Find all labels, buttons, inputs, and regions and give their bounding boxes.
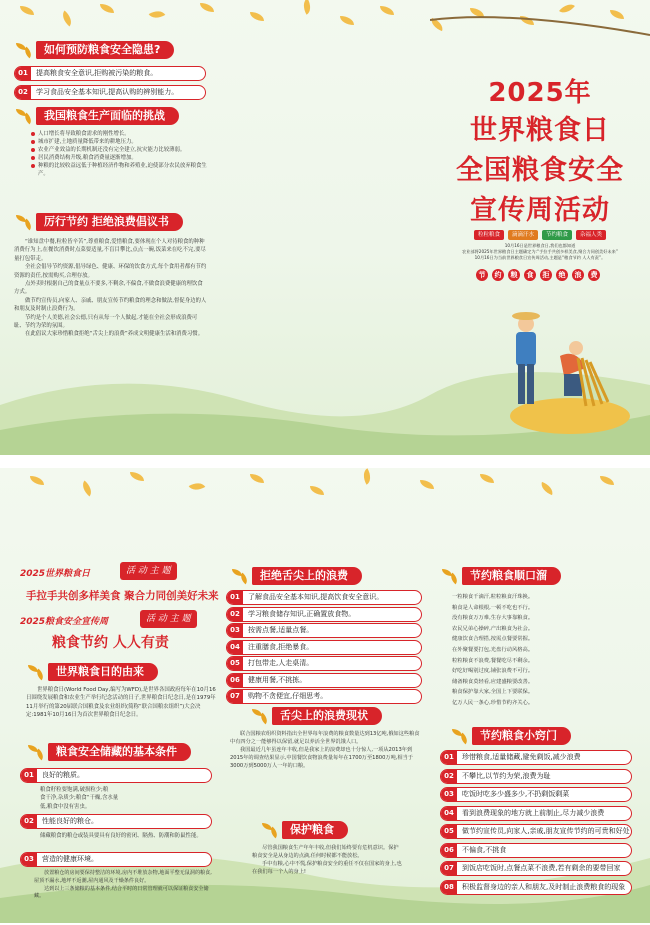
- cover-tag: 杂福人类: [576, 230, 606, 240]
- ginkgo-icon: [260, 820, 282, 840]
- list-item: 01 了解食品安全基本知识,提高饮食安全意识。: [226, 590, 422, 605]
- cover-title-line: 宣传周活动: [470, 195, 610, 226]
- section-title: 节约粮食小窍门: [472, 727, 571, 745]
- list-item: 种粮的比较收益远低于种植经济作物和养殖业,迫使部分农民放弃粮食生产。: [30, 162, 208, 178]
- section-title: 节约粮食顺口溜: [462, 567, 561, 585]
- list-item: 01 珍惜粮食,适量储藏,避免剩饭,减少浪费: [440, 750, 632, 765]
- cover-title-line: 全国粮食安全: [456, 155, 624, 186]
- list-item: 05 打包带走,人走桌清。: [226, 656, 422, 671]
- list-item: 01 提高粮食安全意识,拒购被污染的粮食。: [14, 66, 206, 81]
- section-origin-header: [26, 662, 158, 682]
- theme2-head: 2025粮食安全宣传周: [20, 617, 109, 627]
- section-protect-header: [260, 820, 348, 840]
- list-item: 02 学习食品安全基本知识,提高认购的辨别能力。: [14, 85, 206, 100]
- origin-text: 世界粮食日(World Food Day,编写为WFD),是世界各国政府每年在10月16日围绕发展粮食和农业生产举行纪念活动的日子,世界粮食日纪念日,是在1979年11月举行的第20届联合国粮食及农业组织(简称“联合国粮农组织”)大会决定:1981年10月16日为首次世界粮食日纪念日。: [26, 687, 216, 719]
- list-item: 03 营造的健康环境。: [20, 852, 212, 867]
- section-storage-header: [26, 742, 191, 762]
- list-item: 08 积极监督身边的亲人和朋友,及时制止浪费粮食的现象: [440, 880, 632, 895]
- ginkgo-icon: [26, 662, 48, 682]
- cover-title-year: 2025年: [488, 78, 592, 108]
- list-item: 居民消费结构升级,粮食消费量逐渐增加。: [30, 154, 208, 162]
- section-title: 保护粮食: [282, 821, 348, 839]
- theme1-head: 2025世界粮食日: [20, 569, 91, 579]
- storage-desc: 放置粮仓的房间要保持整洁的环境,房内不堆放杂物,地面平整无鼠洞的粮食,屋顶不漏水,地坪不返潮,屋内通风及干燥条件良好。 达到以上三条储粮的基本条件,结合平时的日常管理就可以保证粮食安全储藏。: [34, 870, 212, 900]
- cover-slogan: 节 约 粮 食 拒 绝 浪 费: [475, 268, 601, 282]
- section-poem-header: [440, 566, 561, 586]
- farmer-illustration: [490, 298, 630, 438]
- poem-text: 一粒粮食千滴汗,粒粒粮食汗珠换。 粮食是人命根根,一顿不吃也不行。 没有粮食万万难,生存大事靠粮食。 农民兄弟心操碎,产出粮食为社会。 健康饮食合理搭,按需点餐要常握。 在外聚餐要打包,光盘行动风格高。 粒粒粮食不浪费,餐餐吃尽不剩余。 好吃好喝别过度,铺张浪费不可行。 储备粮食莫轻看,应建盛粮要改善。 粮食保护靠大家,全国上下要联保。 亿万人民一条心,珍惜节约齐关心。: [452, 594, 534, 706]
- ginkgo-icon: [14, 106, 36, 126]
- section-proposal-header: [14, 212, 183, 232]
- list-item: 人口增长将导致粮食需求的刚性增长。: [30, 130, 208, 138]
- theme-tag: 活 动 主 题: [120, 562, 177, 580]
- ginkgo-icon: [440, 566, 462, 586]
- list-item: 02 不攀比,以节约为荣,浪费为耻: [440, 769, 632, 784]
- section-title: 如何预防粮食安全隐患?: [36, 41, 174, 59]
- section-title: 厉行节约 拒绝浪费倡议书: [36, 213, 183, 231]
- section-title: 我国粮食生产面临的挑战: [36, 107, 179, 125]
- branch-decor: [430, 0, 650, 60]
- cover-tag: 滴滴汗水: [508, 230, 538, 240]
- ginkgo-leaves-decor: [0, 468, 650, 504]
- proposal-text: “谁知盘中餐,粒粒皆辛苦”,尊重粮食,爱惜粮食,要体现在个人对待粮食的种种消费行为上,在餐饮消费时点菜要适量,不盲目攀比,点点一碗,饭菜来在吃不完,要尽量打包带走。 全社会倡导节约资源,倡导绿色、健康、环保的饮食方式,每个食用者都有节约资源的责任,按需购买,合理存放。 点外卖时根据自己的食量点不要多,不剩余,不偏食,不做食浪费健康的理饮食方式。 做节约宣传员,向家人、亲戚、朋友宣传节约粮食的理念和做法,督促身边的人和朋友及时制止浪费行为。 节约是个人美德,社会公德,只有从每一个人做起,才能在全社会形成浪费可耻、节约为荣的氛围。 在此倡议大家珍惜粮食拒绝“舌尖上的浪费”养成文明健康生活和消费习惯。: [14, 239, 207, 338]
- list-item: 04 注重膳食,拒绝暴食。: [226, 640, 422, 655]
- section-prevent-header: [14, 40, 174, 60]
- section-title: 拒绝舌尖上的浪费: [252, 567, 362, 585]
- cover-title-line: 世界粮食日: [470, 115, 610, 146]
- list-item: 城市扩建,土地质量降低带来的耕地压力。: [30, 138, 208, 146]
- ginkgo-icon: [250, 706, 272, 726]
- storage-desc: 储藏粮食的粮仓或装具要具有良好的密闭、隔热、防潮和防鼠性能。: [40, 833, 202, 839]
- list-item: 03 吃饭时吃多少盛多少,不扔剩饭剩菜: [440, 787, 632, 802]
- list-item: 07 到饭店吃饭时,点餐点菜不浪费,若有剩余的要带回家: [440, 861, 632, 876]
- list-item: 02 学习粮食储存知识,正确置放食物。: [226, 607, 422, 622]
- protect-text: 尽管我国粮食生产年年丰收,但我们始终要有危机意识。保护粮食安全是从身边的点滴,任何时候都不能放松。 手中有粮,心中不慌,保护粮食安全的重任不仅在国家的身上,也在我们每一个人的身上!: [252, 845, 402, 875]
- theme1-main: 手拉手共创多样美食 聚合力同创美好未来: [26, 590, 219, 602]
- theme-tag: 活 动 主 题: [140, 610, 197, 628]
- brochure-outside: [0, 0, 650, 455]
- section-status-header: [250, 706, 382, 726]
- section-title: 舌尖上的浪费现状: [272, 707, 382, 725]
- list-item: 02 性能良好的粮仓。: [20, 814, 212, 829]
- cover-tag: 粒粒粮食: [474, 230, 504, 240]
- section-title: 粮食安全储藏的基本条件: [48, 743, 191, 761]
- list-item: 07 购物不贪便宜,仔细思考。: [226, 689, 422, 704]
- storage-desc: 粮食籽粒要饱满,破损粒少;粮 食干净,杂质少;粮食“干燥,含水量 低,粮食中没有害虫。: [40, 787, 119, 810]
- section-tips-header: [450, 726, 571, 746]
- ginkgo-icon: [14, 40, 36, 60]
- section-title: 世界粮食日的由来: [48, 663, 158, 681]
- ginkgo-icon: [450, 726, 472, 746]
- list-item: 06 健康用餐,不挑拣。: [226, 673, 422, 688]
- challenge-list: [30, 130, 208, 178]
- list-item: 05 做节约宣传员,向家人,亲戚,朋友宣传节约的可贵和好处: [440, 824, 632, 839]
- ginkgo-icon: [230, 566, 252, 586]
- list-item: 06 不偏食,不挑食: [440, 843, 632, 858]
- list-item: 03 按需点餐,适量点餐。: [226, 623, 422, 638]
- brochure-inside: [0, 468, 650, 923]
- list-item: 01 良好的粮质。: [20, 768, 212, 783]
- status-text: 联合国粮农组织资料指出全世界每年浪费的粮食数量达到13亿吨,俄如这些粮食中有四分之一能够得以保留,就足以养活全世界饥饿人口。 我国最近几年虽连年丰收,但是我家上的浪费却也十分惊人,一项从2013年到2015年的调查结果显示,中国餐饮食物浪费量每年在1700万至1800万吨,相当于3000万到5000万人一年的口粮。: [230, 731, 420, 769]
- section-challenge-header: [14, 106, 179, 126]
- list-item: 04 看到浪费现象的地方就上前制止,尽力减少浪费: [440, 806, 632, 821]
- list-item: 农业产业效益的长期机制还没有完全建立,抗灾能力比较薄弱。: [30, 146, 208, 154]
- cover-intro: 10月16日是世界粮食日,我们也都知道 农业部将2025年世界粮食日主题确定为:“手拉手共创多样美食,聚合力同创美好未来” 10月16日为当前世界粮食日宣传周活动,主题是“粮食节约 人人有责”。: [462, 243, 618, 260]
- section-waste-header: [230, 566, 362, 586]
- cover-tag: 节约粮食: [542, 230, 572, 240]
- theme2-main: 粮食节约 人人有责: [52, 635, 169, 651]
- ginkgo-icon: [14, 212, 36, 232]
- ginkgo-icon: [26, 742, 48, 762]
- panel-left: [0, 0, 215, 455]
